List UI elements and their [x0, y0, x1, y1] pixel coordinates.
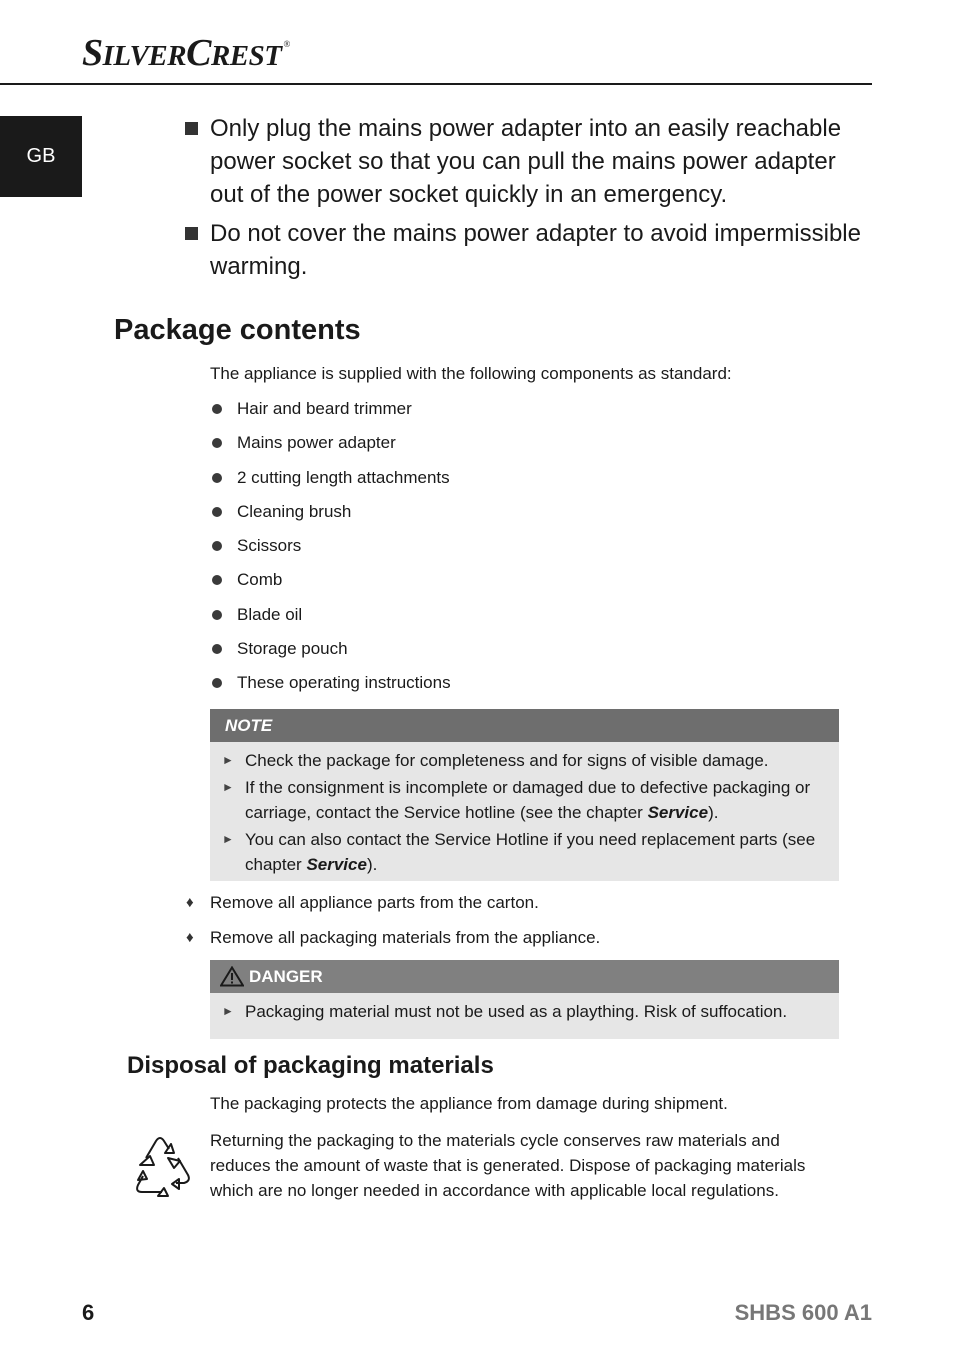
list-item	[210, 672, 451, 706]
bullet-icon	[212, 473, 222, 483]
list-item-text: Cleaning brush	[237, 501, 352, 521]
safety-item-text: Do not cover the mains power adapter to avoid impermissible warming.	[210, 220, 861, 280]
intro-text: The appliance is supplied with the following components as standard:	[210, 364, 732, 383]
note-item-text: Check the package for completeness and for signs of visible damage.	[245, 751, 769, 770]
bullet-icon	[212, 541, 222, 551]
note-item-text: If the consignment is incomplete or damaged due to defective packaging or carriage, contact the Service hotline (see the chapter	[245, 778, 811, 822]
bullet-icon	[212, 404, 222, 414]
list-item	[210, 467, 451, 501]
bullet-icon	[212, 644, 222, 654]
note-item	[222, 827, 827, 877]
note-box	[210, 709, 839, 881]
chapter-reference: Service	[647, 803, 709, 822]
language-tab	[0, 116, 82, 197]
danger-box	[210, 960, 839, 1039]
page-number: 6	[82, 1300, 95, 1325]
bullet-icon	[212, 507, 222, 517]
note-item	[222, 775, 827, 825]
logo-letters: REST	[210, 40, 282, 72]
logo-letters: ILVER	[102, 40, 187, 72]
safety-item	[182, 217, 862, 283]
disposal-paragraph-2: Returning the packaging to the materials cycle conserves raw materials and reduces the amount of waste that is generated. Dispose of packaging materials which are no longer needed in accordance with applicable local regulations.	[210, 1131, 806, 1200]
note-item-text: You can also contact the Service Hotline if you need replacement parts (see chapter	[245, 830, 816, 874]
danger-label: DANGER	[249, 967, 323, 986]
bullet-icon	[212, 438, 222, 448]
note-item	[222, 748, 827, 773]
arrow-bullet-icon: ►	[222, 780, 234, 794]
header-rule	[0, 83, 872, 85]
warning-triangle-icon	[220, 966, 244, 987]
bullet-icon	[212, 610, 222, 620]
safety-list	[182, 112, 862, 289]
list-item-text: 2 cutting length attachments	[237, 467, 450, 487]
list-item-text: Storage pouch	[237, 639, 348, 659]
list-item-text: Mains power adapter	[237, 433, 396, 453]
note-item-text-end: ).	[708, 803, 719, 822]
list-item-text: These operating instructions	[237, 673, 451, 693]
arrow-bullet-icon: ►	[222, 832, 234, 846]
model-number: SHBS 600 A1	[734, 1300, 872, 1325]
subsection-heading: Disposal of packaging materials	[127, 1052, 494, 1079]
step-text: Remove all appliance parts from the carton.	[210, 893, 539, 912]
list-item	[210, 432, 451, 466]
step-text: Remove all packaging materials from the appliance.	[210, 928, 601, 947]
safety-item-text: Only plug the mains power adapter into an easily reachable power socket so that you can pull the mains power adapter out of the power socket quickly in an emergency.	[210, 115, 842, 208]
logo-letter: S	[82, 32, 103, 74]
danger-item-text: Packaging material must not be used as a plaything. Risk of suffocation.	[245, 1002, 788, 1021]
danger-item	[222, 999, 827, 1024]
note-label: NOTE	[210, 709, 839, 742]
registered-mark: ®	[283, 39, 290, 49]
danger-list	[210, 993, 839, 1028]
square-bullet-icon	[185, 122, 198, 135]
bullet-icon	[212, 678, 222, 688]
list-item	[210, 604, 451, 638]
note-item-text-end: ).	[366, 855, 378, 874]
list-item	[210, 535, 451, 569]
language-tab-label: GB	[26, 145, 56, 167]
list-item	[210, 569, 451, 603]
bullet-icon	[212, 575, 222, 585]
list-item	[210, 638, 451, 672]
disposal-paragraph-1: The packaging protects the appliance from damage during shipment.	[210, 1094, 728, 1113]
arrow-bullet-icon: ►	[222, 753, 234, 767]
logo-letter: C	[186, 32, 211, 74]
recycle-icon	[124, 1132, 196, 1200]
step-item	[186, 891, 826, 926]
safety-item	[182, 112, 862, 211]
danger-header	[210, 960, 839, 993]
chapter-reference: Service	[306, 855, 367, 874]
diamond-bullet-icon: ♦	[186, 894, 194, 911]
step-item	[186, 926, 826, 961]
list-item-text: Comb	[237, 570, 283, 590]
list-item	[210, 398, 451, 432]
section-heading: Package contents	[114, 314, 361, 346]
list-item-text: Scissors	[237, 536, 302, 556]
list-item-text: Hair and beard trimmer	[237, 399, 412, 418]
note-list	[210, 742, 839, 881]
contents-list	[210, 398, 451, 707]
list-item-text: Blade oil	[237, 604, 303, 624]
steps-list	[186, 891, 826, 961]
arrow-bullet-icon: ►	[222, 1004, 234, 1018]
diamond-bullet-icon: ♦	[186, 929, 194, 946]
list-item	[210, 501, 451, 535]
square-bullet-icon	[185, 227, 198, 240]
brand-logo	[82, 34, 290, 72]
